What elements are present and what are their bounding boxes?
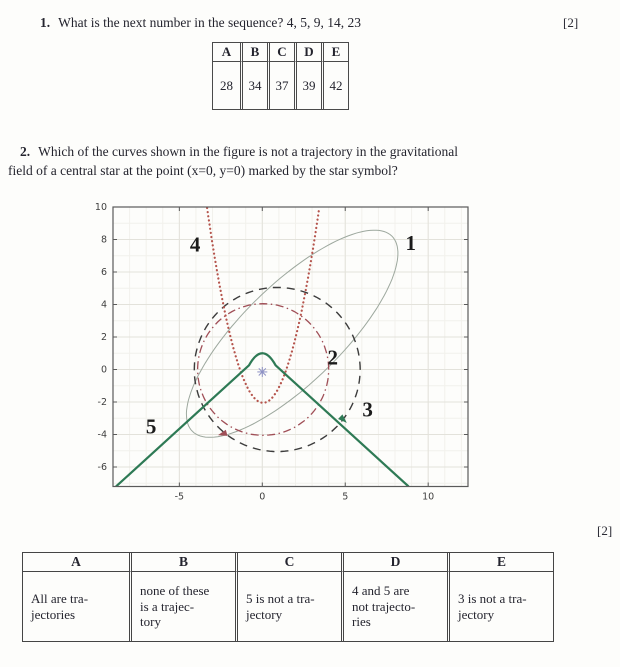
q1-value-d: 39: [294, 61, 321, 109]
q2-header-b: B: [129, 553, 235, 571]
q2-answer-a: All are tra- jectories: [23, 571, 129, 641]
question-2-text-line1: Which of the curves shown in the figure is not a trajectory in the gravitational: [38, 144, 458, 159]
q2-header-e: E: [447, 553, 553, 571]
q1-header-c: C: [267, 43, 294, 61]
question-1: [40, 14, 550, 33]
y-tick-label: 2: [100, 332, 107, 344]
y-tick-label: 0: [100, 364, 107, 376]
trajectory-plot: [58, 202, 478, 502]
q1-options-table: [212, 42, 349, 110]
x-tick-label: 10: [422, 491, 435, 502]
q1-value-b: 34: [240, 61, 267, 109]
q1-header-d: D: [294, 43, 321, 61]
question-1-number: 1.: [40, 15, 51, 30]
question-2-text-line2: field of a central star at the point (x=0, y=0) marked by the star symbol?: [8, 162, 398, 178]
curve-4: [207, 208, 319, 403]
question-2-line2: [8, 162, 568, 181]
y-tick-label: -6: [97, 462, 107, 474]
y-tick-label: 6: [100, 267, 107, 279]
curve-label-1: 1: [405, 230, 417, 255]
q2-answer-e: 3 is not a tra- jectory: [447, 571, 553, 641]
q1-value-a: 28: [213, 61, 240, 109]
q2-answers-table: [22, 552, 554, 642]
y-tick-label: -4: [97, 429, 107, 441]
q2-header-c: C: [235, 553, 341, 571]
question-2-line1: [20, 143, 580, 162]
question-2-number: 2.: [20, 144, 31, 159]
q1-value-e: 42: [321, 61, 348, 109]
q2-header-d: D: [341, 553, 447, 571]
y-tick-label: 8: [100, 234, 107, 246]
curve-label-3: 3: [362, 397, 373, 422]
q1-header-e: E: [321, 43, 348, 61]
curve-label-2: 2: [327, 345, 339, 370]
x-tick-label: 0: [259, 491, 266, 502]
x-tick-label: 5: [342, 491, 349, 502]
star-center: [261, 371, 263, 373]
question-1-text: What is the next number in the sequence? 4, 5, 9, 14, 23: [58, 15, 362, 30]
x-tick-label: -5: [174, 491, 185, 502]
q1-value-c: 37: [267, 61, 294, 109]
y-tick-label: 4: [100, 299, 107, 311]
trajectory-figure: [58, 202, 478, 502]
q2-answer-b: none of these is a trajec- tory: [129, 571, 235, 641]
q2-header-a: A: [71, 554, 81, 569]
q2-answer-d: 4 and 5 are not trajecto- ries: [341, 571, 447, 641]
q2-answer-c: 5 is not a tra- jectory: [235, 571, 341, 641]
q1-header-b: B: [240, 43, 267, 61]
y-tick-label: 10: [94, 202, 107, 214]
curve-label-4: 4: [189, 232, 201, 257]
q1-header-a: A: [221, 44, 232, 59]
question-1-marks: [2]: [563, 15, 579, 30]
question-2-marks: [2]: [597, 523, 613, 538]
y-tick-label: -2: [97, 397, 107, 409]
curve-label-5: 5: [145, 414, 157, 439]
